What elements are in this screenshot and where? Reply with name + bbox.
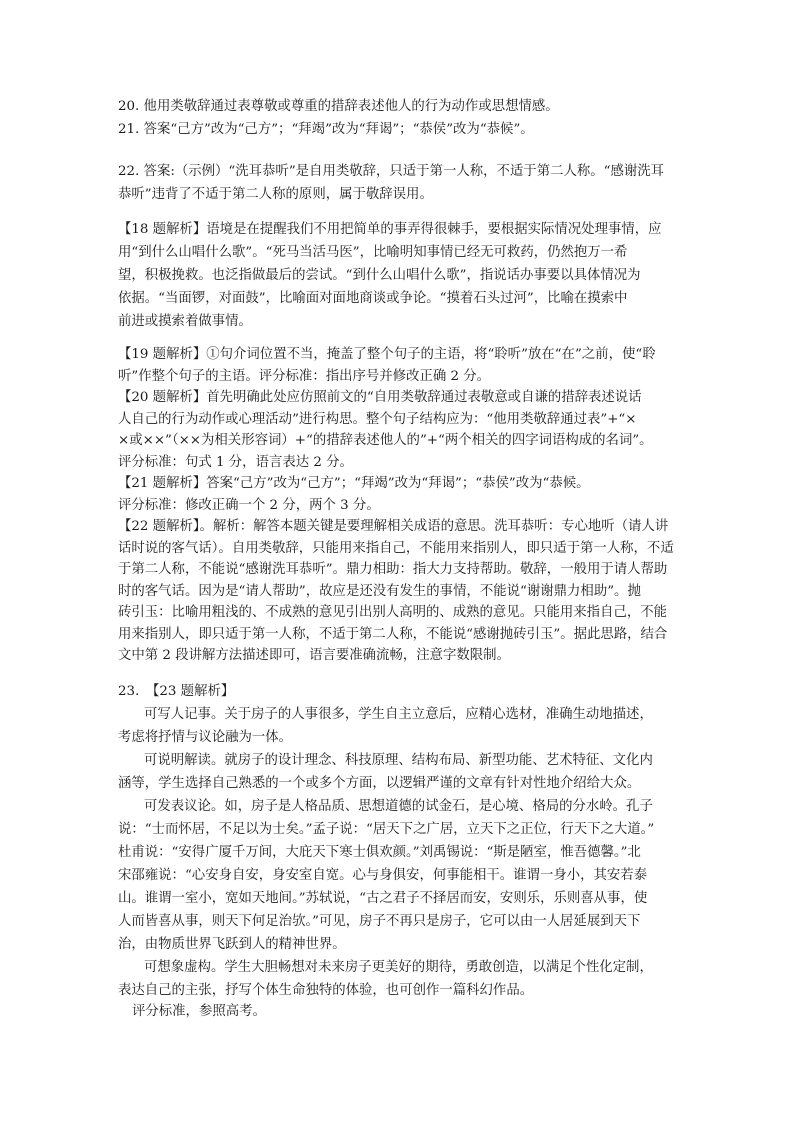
text-line: 文中第 2 段讲解方法描述即可，语言要准确流畅，注意字数限制。 [118, 648, 510, 663]
answer-22 [118, 160, 680, 206]
text-line: 人而皆喜从事，则天下何足治欤。”可见，房子不再只是房子，它可以由一人居延展到天下 [118, 914, 641, 929]
text-line: 治，由物质世界飞跃到人的精神世界。 [118, 937, 346, 952]
text-line: 可想象虚构。学生大胆畅想对未来房子更美好的期待，勇敢创造，以满足个性化定制， [144, 960, 653, 975]
analysis-18 [118, 218, 680, 333]
footer-text: 评分标准，参照高考。 [132, 1004, 266, 1019]
text-line: 评分标准：句式 1 分，语言表达 2 分。 [118, 454, 353, 470]
text-line: 杜甫说：“安得广厦千万间，大庇天下寒士俱欢颜。”刘禹锡说：“斯是陋室，惟吾德馨。”北 [118, 845, 641, 860]
text-line: 涵等，学生选择自己熟悉的一个或多个方面，以逻辑严谨的文章有针对性地介绍给大众。 [118, 776, 641, 791]
section-heading: 23. 【23 题解析】 [118, 684, 235, 699]
text-line: 【19 题解析】①句介词位置不当，掩盖了整个句子的主语，将“聆听”放在“在”之前，使“聆 [118, 347, 656, 362]
text-line: 可发表议论。如，房子是人格品质、思想道德的试金石，是心境、格局的分水岭。孔子 [144, 799, 653, 814]
answer-21: 21. 答案“己方”改为“己方”；“拜竭”改为“拜谒”；“恭侯”改为“恭候”。 [118, 122, 534, 137]
text-line: 考虑将抒情与议论融为一体。 [118, 730, 293, 745]
text-line: 评分标准：修改正确一个 2 分，两个 3 分。 [118, 497, 380, 513]
text-line: 恭听”违背了不适于第二人称的原则，属于敬辞误用。 [118, 187, 433, 202]
text-line: 话时说的客气话）。自用类敬辞，只能用来指自己，不能用来指别人，即只适于第一人称，不适 [118, 540, 674, 556]
text-line: 可说明解读。就房子的设计理念、科技原理、结构布局、新型功能、艺术特征、文化内 [144, 753, 653, 768]
answers-20-21 [118, 95, 680, 141]
text-line: 人自己的行为动作或心理活动”进行构思。整个句子结构应为：“他用类敬辞通过表”+“× [118, 411, 637, 427]
text-line: 依据。“当面锣，对面鼓”，比喻面对面地商谈或争论。“摸着石头过河”，比喻在摸索中 [118, 291, 628, 306]
text-line: 听”作整个句子的主语。评分标准：指出序号并修改正确 2 分。 [118, 368, 491, 384]
text-line: ×或××”（××为相关形容词）+“的措辞表述他人的”+“两个相关的四字词语构成的名词”。 [118, 433, 653, 448]
text-line: 时的客气话。因为是“请人帮助”，故应是还没有发生的事情，不能说“谢谢鼎力相助”。抛 [118, 583, 641, 599]
text-line: 用来指别人，即只适于第一人称，不适于第二人称，不能说“感谢抛砖引玉”。据此思路，结合 [118, 626, 668, 642]
text-line: 【22 题解析】。解析：解答本题关键是要理解相关成语的意思。洗耳恭听：专心地听（请人讲 [118, 519, 669, 534]
text-line: 【21 题解析】答案“己方”改为“己方”；“拜竭”改为“拜谒”；“恭侯”改为“恭候。 [118, 476, 590, 491]
text-line: 山。谁谓一室小，宽如天地间。”苏轼说，“古之君子不择居而安，安则乐，乐则喜从事，使 [118, 891, 648, 906]
grading-note [132, 1000, 694, 1023]
text-line: 22. 答案:（示例）“洗耳恭听”是自用类敬辞，只适于第一人称，不适于第二人称。“感谢洗耳 [118, 164, 665, 179]
text-line: 用“到什么山唱什么歌”。“死马当活马医”，比喻明知事情已经无可救药，仍然抱万一希 [118, 245, 628, 260]
text-line: 宋邵雍说：“心安身自安，身安室自宽。心与身俱安，何事能相干。谁谓一身小，其安若泰 [118, 868, 648, 883]
text-line: 于第二人称，不能说“感谢洗耳恭听”。鼎力相助：指大力支持帮助。敬辞，一般用于请人帮助 [118, 562, 668, 577]
analysis-23 [118, 680, 680, 1002]
text-line: 砖引玉：比喻用粗浅的、不成熟的意见引出别人高明的、成熟的意见。只能用来指自己，不能 [118, 605, 668, 620]
text-line: 说：“士而怀居，不足以为士矣。”孟子说：“居天下之广居，立天下之正位，行天下之大道。” [118, 822, 655, 837]
text-line: 【18 题解析】语境是在提醒我们不用把简单的事弄得很棘手，要根据实际情况处理事情，应 [118, 222, 662, 237]
analysis-19-22 [118, 344, 680, 667]
text-line: 前进或摸索着做事情。 [118, 314, 252, 329]
text-line: 可写人记事。关于房子的人事很多，学生自主立意后，应精心选材，准确生动地描述， [144, 707, 653, 722]
text-line: 【20 题解析】首先明确此处应仿照前文的“自用类敬辞通过表敬意或自谦的措辞表述说话 [118, 390, 642, 405]
text-line: 表达自己的主张，抒写个体生命独特的体验，也可创作一篇科幻作品。 [118, 983, 534, 998]
text-line: 望，积极挽救。也泛指做最后的尝试。“到什么山唱什么歌”，指说话办事要以具体情况为 [118, 268, 641, 283]
answer-20: 20. 他用类敬辞通过表尊敬或尊重的措辞表述他人的行为动作或思想情感。 [118, 99, 559, 114]
